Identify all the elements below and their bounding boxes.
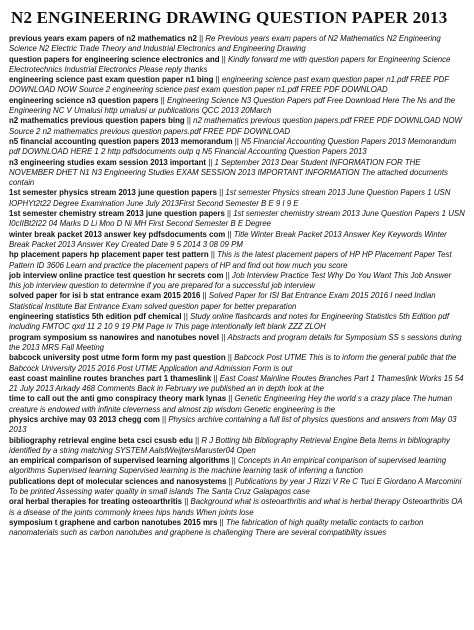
entry-snippet: Concepts in An empirical comparison of supervised learning algorithms Supervised learning Supervised learning is the machine learning task of inferring a function (9, 456, 447, 476)
list-item (9, 497, 465, 518)
list-item (9, 158, 465, 189)
list-item (9, 291, 465, 312)
entry-snippet: East Coast Mainline Routes Branches Part 1 Thameslink Works 15 54 21 July 2013 Arkady 468 Comments Back in February we published an in depth look at the (9, 373, 464, 394)
entry-separator: || (183, 312, 188, 322)
entry-title[interactable]: an empirical comparison of supervised learning algorithms (9, 456, 230, 466)
entry-snippet: This is the latest placement papers of HP HP Placement Paper Test Pattern ID 3606 Learn and practice the placement papers of HP and find out how much you score (9, 250, 452, 270)
entry-title[interactable]: question papers for engineering science electronics and (9, 54, 220, 64)
entry-separator: || (215, 75, 220, 85)
entry-snippet: 1st semester Physics stream 2013 June Question Papers 1 USN IOPHYt2t22 Degree Examination June July 2013First Second Semester B E 9 I 9 E (9, 188, 451, 208)
list-item (9, 415, 465, 436)
entry-title[interactable]: time to call out the anti gmo conspiracy theory mark lynas (9, 394, 227, 404)
entry-snippet: R J Botting bib Bibliography Retrieval Engine Beta Items in bibliography identified by a string matching SYSTEM AalstWeijtersMaruster04 Open (9, 435, 450, 455)
entry-separator: || (219, 188, 224, 198)
entry-separator: || (228, 476, 233, 486)
entry-separator: || (221, 332, 226, 342)
list-item (9, 312, 465, 333)
entry-separator: || (228, 394, 233, 404)
list-item (9, 230, 465, 251)
entry-separator: || (234, 136, 239, 146)
entry-separator: || (225, 270, 230, 280)
list-item (9, 518, 465, 539)
entry-snippet: n2 mathematics previous question papers.pdf FREE PDF DOWNLOAD NOW Source 2 n2 mathematics previous question papers.pdf FREE PDF DOWNLOAD (9, 116, 462, 136)
entry-snippet: Genetic Engineering Hey the world s a crazy place The human creature is endowed with infinite cleverness and almost zip wisdom Genetic engineering is the (9, 394, 453, 414)
entry-title[interactable]: babcock university post utme form form my past question (9, 353, 226, 363)
entry-title[interactable]: 1st semester chemistry stream 2013 june question papers (9, 209, 225, 219)
entry-title[interactable]: solved paper for isi b stat entrance exam 2015 2016 (9, 291, 201, 301)
entry-separator: || (195, 435, 200, 445)
entry-title[interactable]: bibliography retrieval engine beta csci csusb edu (9, 435, 193, 445)
list-item (9, 34, 465, 55)
list-item (9, 374, 465, 395)
list-item (9, 75, 465, 96)
entries-list (9, 34, 465, 539)
entry-snippet: Kindly forward me with question papers for Engineering Science Electrotechnics Industrial Electronics Please reply thanks (9, 54, 451, 74)
entry-separator: || (227, 353, 232, 363)
entry-title[interactable]: hp placement papers hp placement paper test pattern (9, 250, 209, 260)
page-title: N2 ENGINEERING DRAWING QUESTION PAPER 2013 (11, 8, 448, 27)
entry-snippet: Re Previous years exam papers of N2 Mathematics N2 Engineering Science N2 Electric Trade Theory and Industrial Electronics and Engineering Drawing (9, 34, 441, 54)
entry-title[interactable]: engineering science past exam question paper n1 bing (9, 75, 214, 85)
list-item (9, 55, 465, 76)
entry-separator: || (227, 209, 232, 219)
entry-snippet: N5 Financial Accounting Question Papers 2013 Memorandum pdf DOWNLOAD HERE 1 2 http pdfsdocuments outp q N5 Financial Accounting Question Papers 2013 (9, 136, 457, 157)
entry-snippet: Physics archive containing a full list of physics questions and answers from May 03 2013 (9, 414, 457, 435)
entry-separator: || (213, 373, 218, 383)
entry-snippet: Abstracts and program details for Symposium SS s sessions during the 2013 MRS Fall Meeting (9, 332, 462, 352)
list-item (9, 333, 465, 354)
entry-separator: || (227, 229, 232, 239)
list-item (9, 209, 465, 230)
list-item (9, 353, 465, 374)
entry-separator: || (199, 34, 204, 43)
list-item (9, 436, 465, 457)
entry-title[interactable]: job interview online practice test question hr secrets com (9, 270, 224, 280)
entry-separator: || (231, 456, 236, 466)
entry-title[interactable]: n5 financial accounting question papers 2013 memorandum (9, 136, 233, 146)
entry-snippet: Background what is osteoarthritis and what is herbal therapy Osteoarthritis OA is a disease of the joints commonly knees hips hands When joints lose (9, 497, 463, 517)
entry-snippet: Engineering Science N3 Question Papers pdf Free Download Here The Ns and the Engineering NC V Umalusi http umalusi ur publications QCC 2013 20March (9, 95, 456, 116)
entry-snippet: Study online flashcards and notes for Engineering Statistics 5th Edition pdf including FMTOC qxd 11 2 10 9 19 PM Page iv This page intentionally left blank ZZZ ZLOH (9, 312, 450, 332)
entry-separator: || (210, 250, 215, 260)
entry-snippet: Babcock Post UTME This is to inform the general public that the Babcock University 2015 2016 Post UTME Application and Admission Form is out (9, 353, 457, 373)
entry-snippet: Solved Paper for ISI Bat Entrance Exam 2015 2016 I need Indian Statistical Institute Bat Entrance Exam solved question paper for better preparation (9, 291, 436, 311)
entry-title[interactable]: physics archive may 03 2013 chegg com (9, 414, 160, 424)
entry-separator: || (186, 116, 191, 126)
entry-title[interactable]: east coast mainline routes branches part 1 thameslink (9, 373, 212, 383)
entry-separator: || (202, 291, 207, 301)
entry-separator: || (162, 414, 167, 424)
entry-snippet: 1 September 2013 Dear Student INFORMATION FOR THE NOVEMBER DHET N1 N3 Engineering Studies EXAM SESSION 2013 IMPORTANT INFORMATION The attached documents contain (9, 157, 448, 188)
entry-title[interactable]: engineering science n3 question papers (9, 95, 159, 105)
entry-separator: || (221, 54, 226, 64)
entry-separator: || (208, 157, 213, 167)
entry-title[interactable]: oral herbal therapies for treating osteoarthritis (9, 497, 183, 507)
entry-snippet: The fabrication of high quality metallic contacts to carbon nanomaterials such as carbon nanotubes and graphene is challenging There are several compatibility issues (9, 517, 424, 538)
entry-separator: || (219, 517, 224, 527)
list-item (9, 456, 465, 477)
entry-title[interactable]: 1st semester physics stream 2013 june question papers (9, 188, 217, 198)
list-item (9, 394, 465, 415)
list-item (9, 116, 465, 137)
list-item (9, 188, 465, 209)
entry-separator: || (184, 497, 189, 507)
entry-title[interactable]: symposium t graphene and carbon nanotubes 2015 mrs (9, 517, 218, 527)
entry-title[interactable]: publications dept of molecular sciences and nanosystems (9, 476, 227, 486)
entry-snippet: Job Interview Practice Test Why Do You Want This Job Answer this job interview question to determine if you are prepared for a successful job interview (9, 270, 452, 291)
entry-snippet: Publications by year J Rizzi V Re C Tuci E Giordano A Marcomini To be printed Assessing water quality in small islands The Santa Cruz Galapagos case (9, 476, 462, 497)
entry-title[interactable]: previous years exam papers of n2 mathematics n2 (9, 34, 197, 43)
entry-separator: || (160, 95, 165, 105)
entry-snippet: 1st semester chemistry stream 2013 June Question Papers 1 USN I0cIIBt2I22 04 Marks D Li Mno D Ni MH First Second Semester B E Degree (9, 209, 465, 229)
entry-snippet: Title Winter Break Packet 2013 Answer Key Keywords Winter Break Packet 2013 Answer Key Created Date 9 5 2014 3 08 09 PM (9, 229, 447, 249)
list-item (9, 137, 465, 158)
entry-title[interactable]: engineering statistics 5th edition pdf chemical (9, 312, 182, 322)
list-item (9, 477, 465, 498)
entry-title[interactable]: program symposium ss nanowires and nanotubes novel (9, 332, 220, 342)
entry-title[interactable]: n3 engineering studies exam session 2013 important (9, 157, 207, 167)
entry-snippet: engineering science past exam question paper n1.pdf FREE PDF DOWNLOAD NOW Source 2 engineering science past exam question paper n1.pdf FREE PDF DOWNLOAD (9, 75, 449, 95)
entry-title[interactable]: winter break packet 2013 answer key pdfsdocuments com (9, 229, 226, 239)
list-item (9, 96, 465, 117)
entry-title[interactable]: n2 mathematics previous question papers bing (9, 116, 185, 126)
list-item (9, 250, 465, 271)
list-item (9, 271, 465, 292)
